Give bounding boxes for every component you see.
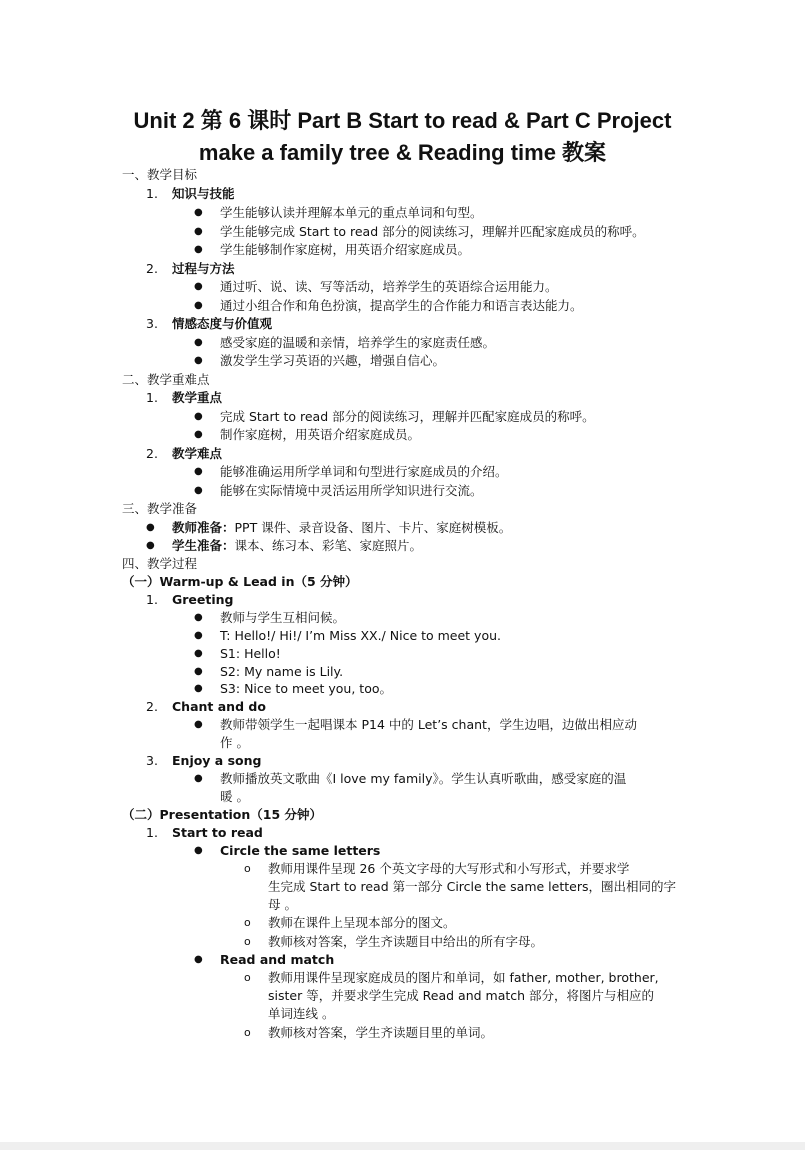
doc-title-line-2: make a family tree & Reading time 教案 [198,140,607,165]
sub-sub-item: 教师核对答案，学生齐读题目中给出的所有字母。 [268,934,544,949]
sub-sub-item: 教师在课件上呈现本部分的图文。 [268,915,456,930]
list-item: 制作家庭树，用英语介绍家庭成员。 [220,427,421,442]
prep-teacher-label: 教师准备： [172,520,235,535]
bullet-icon: ● [194,466,203,477]
sub-sub-item: 教师用课件呈现家庭成员的图片和单词，如 father, mother, brother, [268,970,659,985]
list-item-label: Greeting [172,592,234,607]
bullet-icon: ● [146,540,155,551]
bullet-icon: ● [194,485,203,496]
bullet-icon: ● [194,666,203,677]
list-item: S3: Nice to meet you, too。 [220,681,392,696]
sub-sub-item-continued: 单词连线 。 [268,1006,335,1021]
list-item: 教师与学生互相问候。 [220,610,346,625]
bullet-icon: ● [194,845,203,856]
bullet-icon: ● [194,429,203,440]
bullet-icon: ● [194,355,203,366]
list-item: S1: Hello! [220,646,281,661]
bullet-icon: ● [194,719,203,730]
list-number: 2. [146,699,158,714]
list-item: 感受家庭的温暖和亲情，培养学生的家庭责任感。 [220,335,496,350]
bullet-icon: ● [194,281,203,292]
list-number: 1. [146,592,158,607]
bullet-icon: ● [194,207,203,218]
list-number: 1. [146,186,158,201]
bullet-icon: ● [194,648,203,659]
bullet-icon: ● [194,337,203,348]
sub-sub-item-continued: 母 。 [268,897,297,912]
section-heading: 一、教学目标 [122,167,198,182]
list-item-label: 教学重点 [172,390,223,405]
list-item: 能够准确运用所学单词和句型进行家庭成员的介绍。 [220,464,508,479]
prep-student [172,537,422,554]
circle-bullet-icon: o [244,971,251,984]
circle-bullet-icon: o [244,916,251,929]
section-heading: 四、教学过程 [122,556,198,571]
list-item: 激发学生学习英语的兴趣，增强自信心。 [220,353,446,368]
list-number: 1. [146,825,158,840]
list-number: 3. [146,316,158,331]
section-heading: 二、教学重难点 [122,372,210,387]
list-item: 能够在实际情境中灵活运用所学知识进行交流。 [220,483,483,498]
prep-teacher-text: PPT 课件、录音设备、图片、卡片、家庭树模板。 [234,520,512,535]
bullet-icon: ● [194,773,203,784]
prep-teacher [172,519,511,536]
sub-sub-item-continued: 生完成 Start to read 第一部分 Circle the same letters，圈出相同的字 [268,879,676,894]
bullet-icon: ● [146,522,155,533]
bullet-icon: ● [194,612,203,623]
list-number: 2. [146,261,158,276]
list-item-label: 知识与技能 [172,186,235,201]
prep-student-label: 学生准备： [172,538,235,553]
list-item: T: Hello!/ Hi!/ I’m Miss XX./ Nice to meet you. [220,628,501,643]
list-number: 3. [146,753,158,768]
sub-item-label: Read and match [220,952,335,967]
sub-sub-item: 教师核对答案，学生齐读题目里的单词。 [268,1025,494,1040]
bullet-icon: ● [194,954,203,965]
bullet-icon: ● [194,244,203,255]
list-item-label: 教学难点 [172,446,223,461]
section-heading: 三、教学准备 [122,501,198,516]
list-item: 通过听、说、读、写等活动，培养学生的英语综合运用能力。 [220,279,558,294]
list-item: 教师带领学生一起唱课本 P14 中的 Let’s chant，学生边唱，边做出相应动 [220,717,637,732]
list-number: 1. [146,390,158,405]
list-item-label: 情感态度与价值观 [172,316,273,331]
list-item-label: Chant and do [172,699,266,714]
phase-heading: （二）Presentation（15 分钟） [122,807,323,822]
sub-sub-item-continued: sister 等，并要求学生完成 Read and match 部分，将图片与相应的 [268,988,655,1003]
list-item: 完成 Start to read 部分的阅读练习，理解并匹配家庭成员的称呼。 [220,409,595,424]
list-item-label: Start to read [172,825,263,840]
list-item: S2: My name is Lily. [220,664,344,679]
bullet-icon: ● [194,683,203,694]
list-item: 学生能够完成 Start to read 部分的阅读练习，理解并匹配家庭成员的称呼。 [220,224,645,239]
list-item-continued: 暖 。 [220,789,249,804]
bullet-icon: ● [194,630,203,641]
list-item: 学生能够认读并理解本单元的重点单词和句型。 [220,205,483,220]
list-item: 学生能够制作家庭树，用英语介绍家庭成员。 [220,242,471,257]
bullet-icon: ● [194,226,203,237]
circle-bullet-icon: o [244,1026,251,1039]
sub-item-label: Circle the same letters [220,843,381,858]
sub-sub-item: 教师用课件呈现 26 个英文字母的大写形式和小写形式，并要求学 [268,861,630,876]
page-bottom-border [0,1142,805,1150]
bullet-icon: ● [194,411,203,422]
list-item-label: 过程与方法 [172,261,235,276]
circle-bullet-icon: o [244,935,251,948]
phase-heading: （一）Warm-up & Lead in（5 分钟） [122,574,358,589]
doc-title-line-1: Unit 2 第 6 课时 Part B Start to read & Part C Project [133,108,672,133]
circle-bullet-icon: o [244,862,251,875]
list-item-continued: 作 。 [220,735,249,750]
list-item-label: Enjoy a song [172,753,262,768]
bullet-icon: ● [194,300,203,311]
list-item: 通过小组合作和角色扮演，提高学生的合作能力和语言表达能力。 [220,298,583,313]
list-number: 2. [146,446,158,461]
prep-student-text: 课本、练习本、彩笔、家庭照片。 [234,538,423,553]
list-item: 教师播放英文歌曲《I love my family》。学生认真听歌曲，感受家庭的温 [220,771,627,786]
